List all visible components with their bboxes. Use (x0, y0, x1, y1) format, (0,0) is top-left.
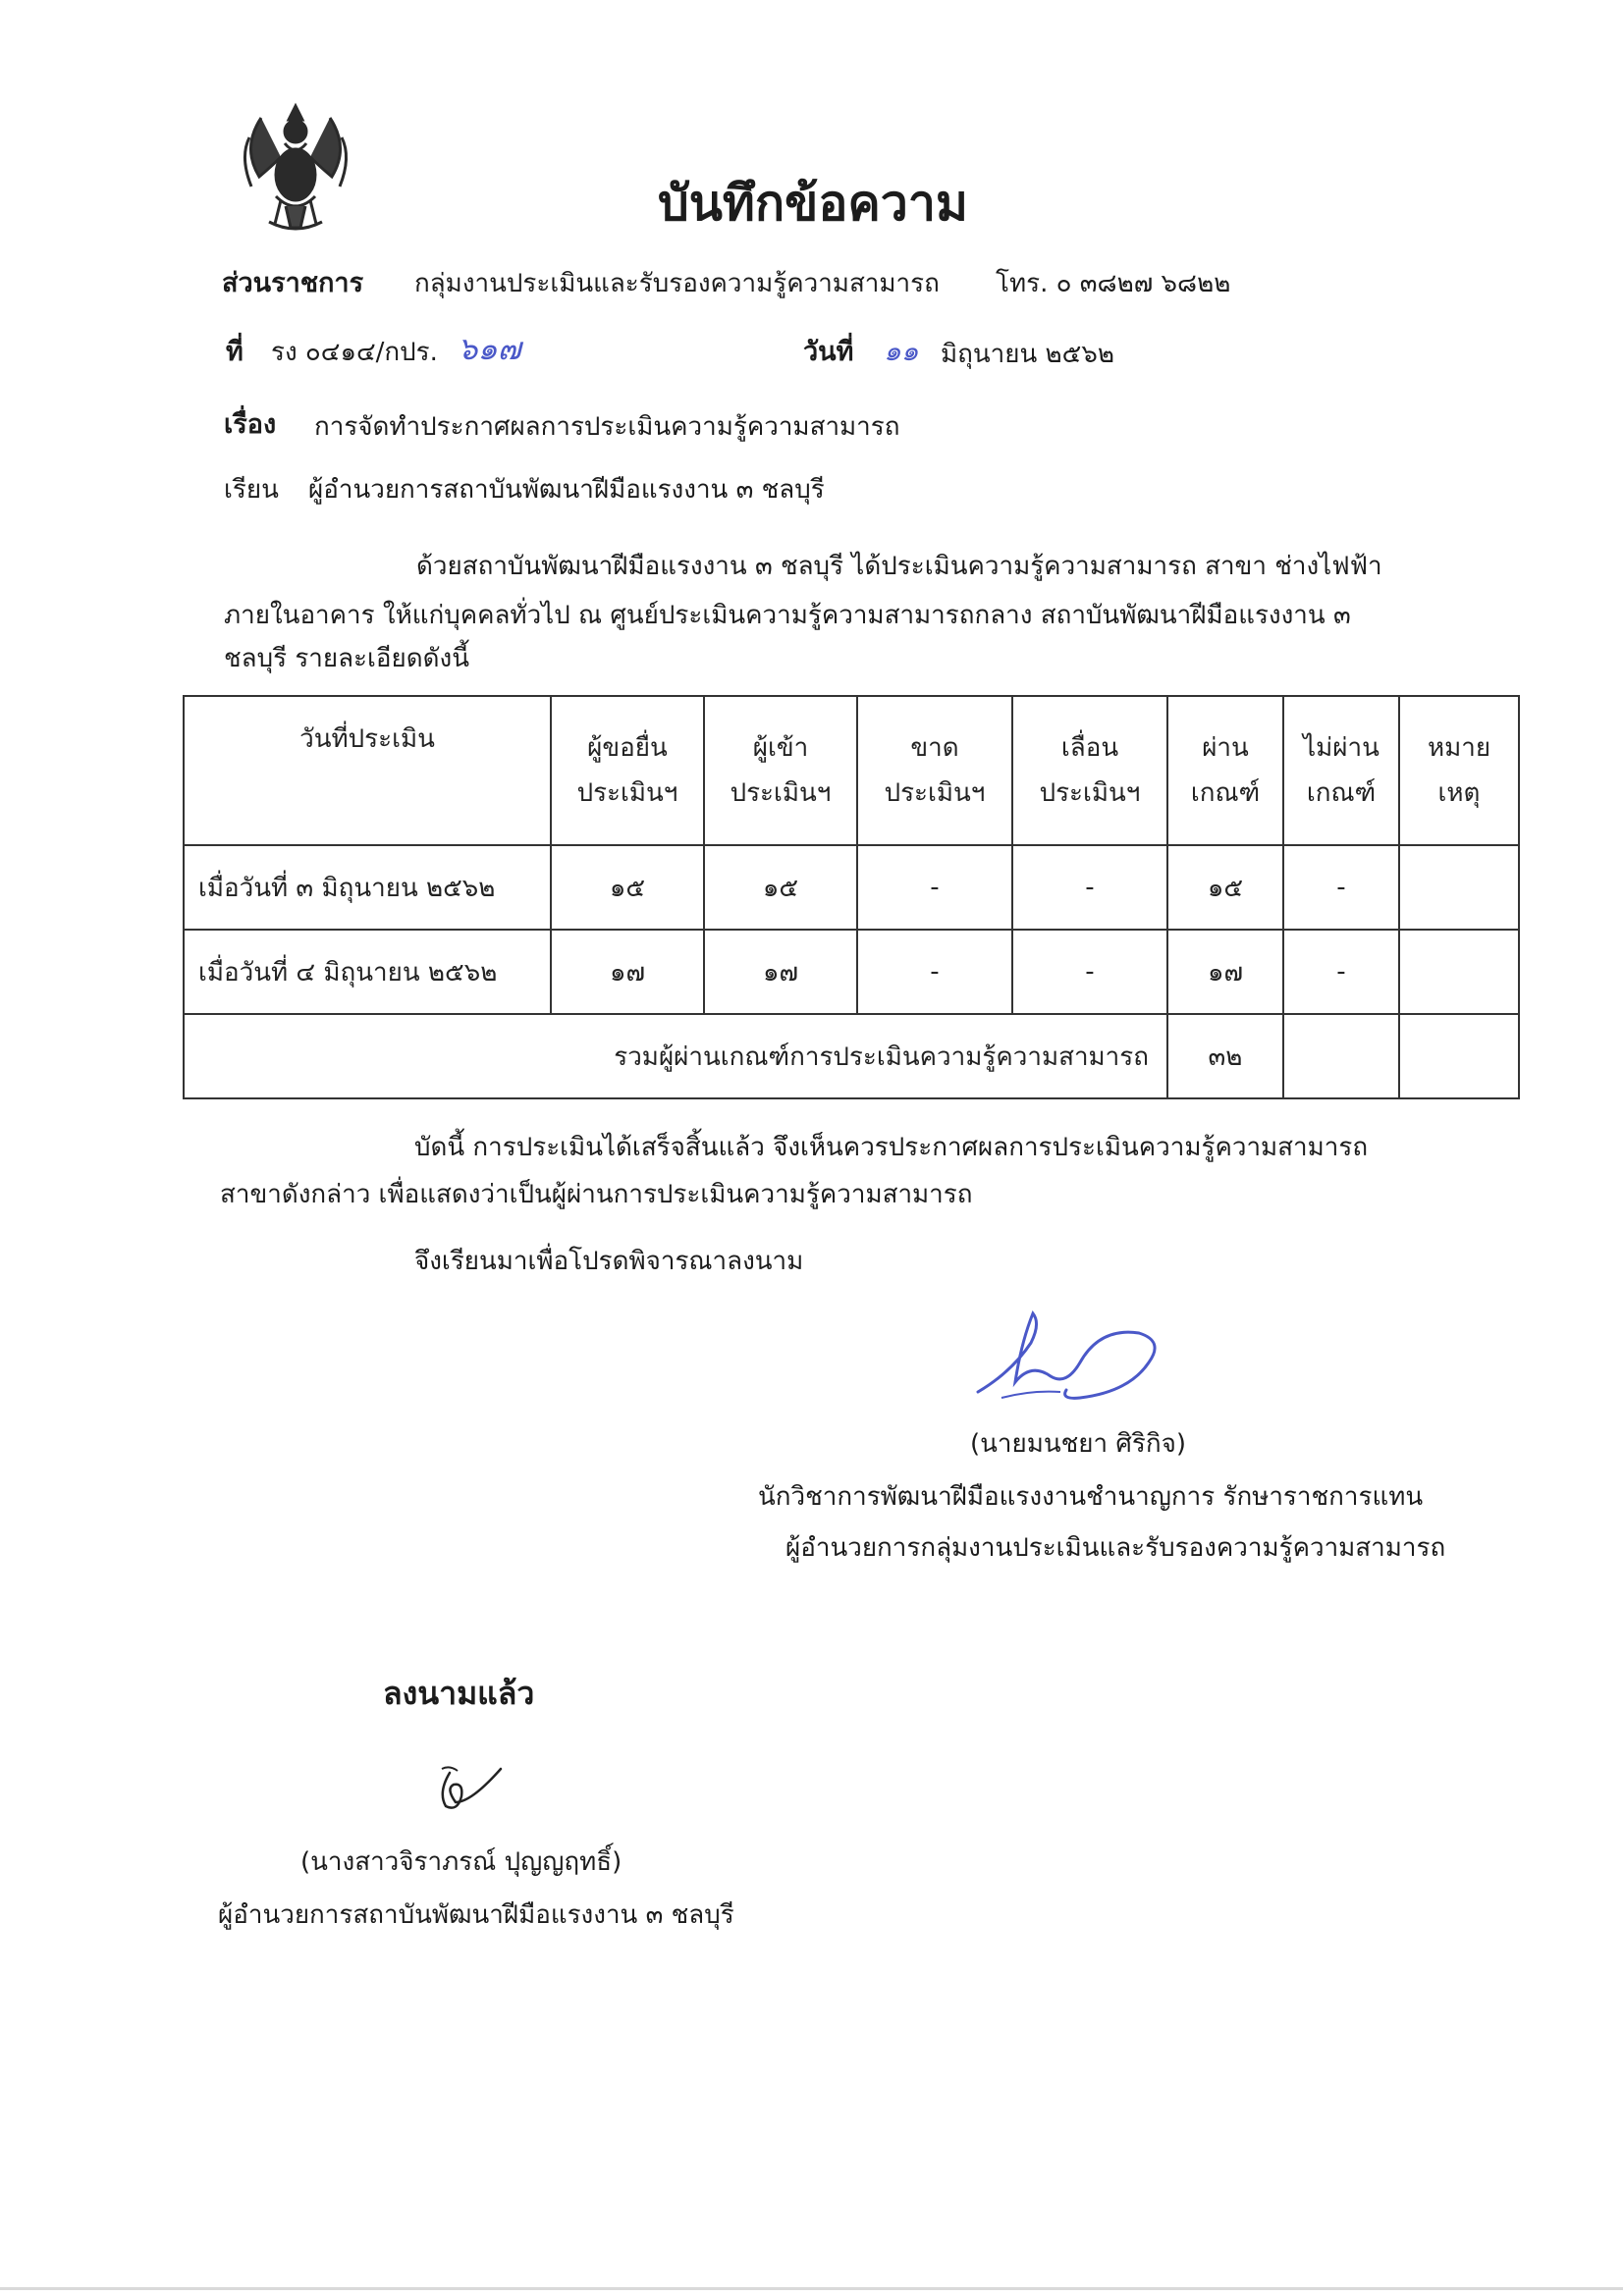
table-row (184, 930, 1519, 1014)
total-label: รวมผู้ผ่านเกณฑ์การประเมินความรู้ความสามารถ (184, 1014, 1167, 1098)
cell-date: เมื่อวันที่ ๔ มิถุนายน ๒๕๖๒ (184, 930, 551, 1014)
approval-label: ลงนามแล้ว (383, 1675, 535, 1712)
cell-passed: ๑๗ (1167, 930, 1283, 1014)
cell-remarks (1399, 845, 1519, 930)
ref-prefix: รง ๐๔๑๔/กปร. (271, 338, 438, 367)
phone-number: โทร. ๐ ๓๘๒๗ ๖๘๒๒ (996, 269, 1231, 298)
body-paragraph-1-line-1: ด้วยสถาบันพัฒนาฝีมือแรงงาน ๓ ชลบุรี ได้ประเมินความรู้ความสามารถ สาขา ช่างไฟฟ้า (416, 552, 1382, 581)
subject-label: เรื่อง (224, 409, 277, 440)
approver-name: (นางสาวจิราภรณ์ ปุญญฤทธิ์) (300, 1847, 622, 1877)
header-passed: ผ่าน เกณฑ์ (1167, 696, 1283, 845)
subject-value: การจัดทำประกาศผลการประเมินความรู้ความสามารถ (314, 412, 900, 442)
signer-1-position-line-1: นักวิชาการพัฒนาฝีมือแรงงานชำนาญการ รักษาราชการแทน (758, 1482, 1424, 1512)
cell-applicants: ๑๗ (551, 930, 704, 1014)
header-applicants: ผู้ขอยื่น ประเมินฯ (551, 696, 704, 845)
ref-label: ที่ (226, 337, 243, 367)
body-paragraph-1-line-2: ภายในอาคาร ให้แก่บุคคลทั่วไป ณ ศูนย์ประเมินความรู้ความสามารถกลาง สถาบันพัฒนาฝีมือแรงงาน ๓ (224, 601, 1351, 630)
page-bottom-edge (0, 2287, 1623, 2290)
table-row (184, 845, 1519, 930)
cell-failed-total (1283, 1014, 1399, 1098)
results-table (183, 695, 1520, 1099)
signer-1-position-line-2: ผู้อำนวยการกลุ่มงานประเมินและรับรองความรู้ความสามารถ (785, 1533, 1446, 1563)
date-day-handwritten: ๑๑ (884, 335, 919, 367)
signature-1 (972, 1304, 1178, 1412)
total-value: ๓๒ (1167, 1014, 1283, 1098)
body-paragraph-1-line-3: ชลบุรี รายละเอียดดังนี้ (224, 644, 469, 673)
to-value: ผู้อำนวยการสถาบันพัฒนาฝีมือแรงงาน ๓ ชลบุรี (308, 475, 825, 505)
header-failed: ไม่ผ่าน เกณฑ์ (1283, 696, 1399, 845)
date-month-year: มิถุนายน ๒๕๖๒ (941, 340, 1114, 369)
body-paragraph-2-line-1: บัดนี้ การประเมินได้เสร็จสิ้นแล้ว จึงเห็นควรประกาศผลการประเมินความรู้ความสามารถ (414, 1133, 1369, 1162)
cell-applicants: ๑๕ (551, 845, 704, 930)
ref-number-handwritten: ๖๑๗ (458, 330, 521, 367)
garuda-emblem-icon (232, 98, 359, 236)
approver-position: ผู้อำนวยการสถาบันพัฒนาฝีมือแรงงาน ๓ ชลบุรี (218, 1900, 734, 1930)
header-attendees: ผู้เข้า ประเมินฯ (704, 696, 857, 845)
document-title: บันทึกข้อความ (658, 175, 968, 232)
division-label: ส่วนราชการ (222, 268, 364, 298)
header-postponed: เลื่อน ประเมินฯ (1012, 696, 1167, 845)
signature-2 (432, 1763, 511, 1818)
cell-failed: - (1283, 845, 1399, 930)
cell-postponed: - (1012, 845, 1167, 930)
cell-date: เมื่อวันที่ ๓ มิถุนายน ๒๕๖๒ (184, 845, 551, 930)
cell-attendees: ๑๗ (704, 930, 857, 1014)
table-total-row (184, 1014, 1519, 1098)
cell-absent: - (857, 845, 1012, 930)
header-remarks: หมาย เหตุ (1399, 696, 1519, 845)
cell-attendees: ๑๕ (704, 845, 857, 930)
division-value: กลุ่มงานประเมินและรับรองความรู้ความสามารถ (414, 269, 940, 298)
to-label: เรียน (224, 475, 279, 505)
cell-absent: - (857, 930, 1012, 1014)
cell-remarks-total (1399, 1014, 1519, 1098)
header-absent: ขาด ประเมินฯ (857, 696, 1012, 845)
body-paragraph-2-line-2: สาขาดังกล่าว เพื่อแสดงว่าเป็นผู้ผ่านการประเมินความรู้ความสามารถ (220, 1180, 973, 1209)
table-header-row (184, 696, 1519, 845)
cell-failed: - (1283, 930, 1399, 1014)
cell-remarks (1399, 930, 1519, 1014)
cell-passed: ๑๕ (1167, 845, 1283, 930)
header-assessment-date: วันที่ประเมิน (184, 696, 551, 845)
date-label: วันที่ (803, 337, 854, 367)
body-paragraph-3: จึงเรียนมาเพื่อโปรดพิจารณาลงนาม (414, 1247, 804, 1276)
signer-1-name: (นายมนชยา ศิริกิจ) (970, 1429, 1186, 1459)
cell-postponed: - (1012, 930, 1167, 1014)
